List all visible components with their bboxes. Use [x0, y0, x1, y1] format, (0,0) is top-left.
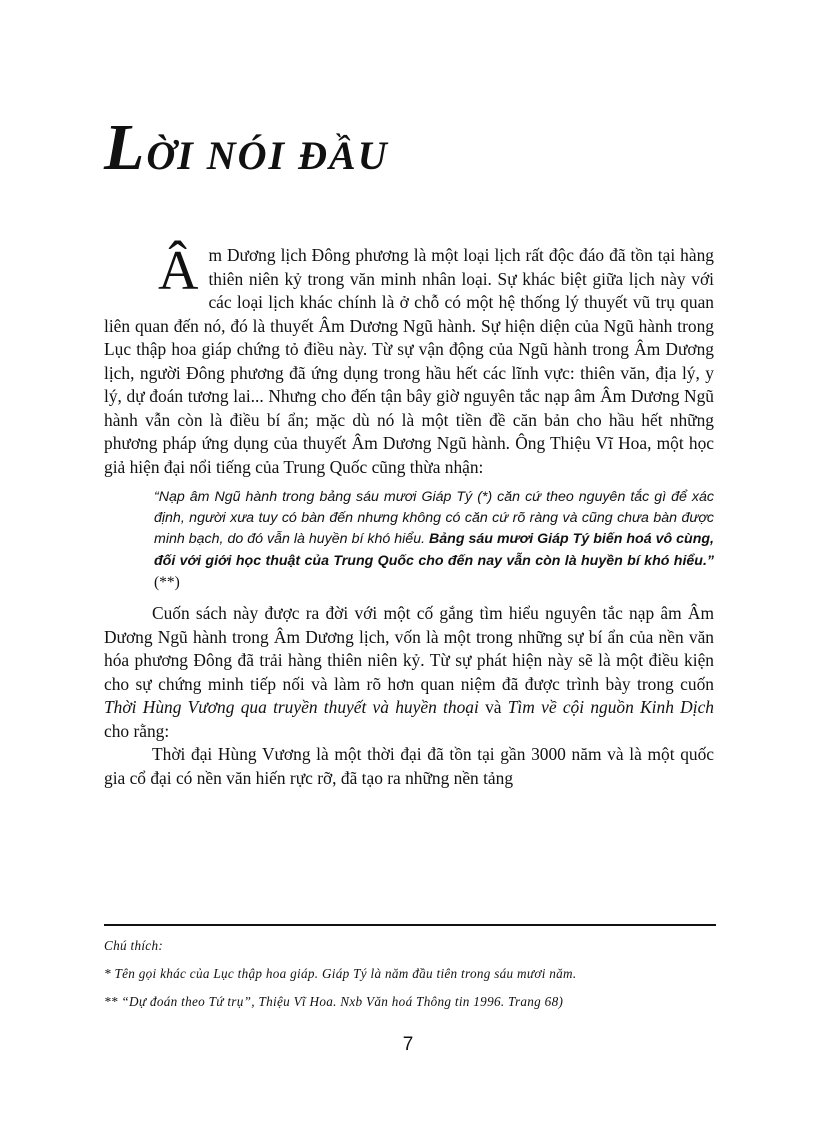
paragraph-2-end: cho rằng: [104, 720, 170, 741]
page-number: 7 [402, 1034, 414, 1055]
page-title [104, 111, 389, 186]
drop-cap: Â [158, 240, 199, 302]
footnote-heading: Chú thích: [104, 938, 164, 953]
paragraph-1-text: m Dương lịch Đông phương là một loại lịch rất độc đáo đã tồn tại hàng thiên niên kỷ trong văn minh nhân loại. Sự khác biệt giữa lịch này với các loại lịch khác chính là ở chỗ có một hệ thống lý thuyết vũ trụ quan liên quan đến nó, đó là thuyết Âm Dương Ngũ hành. Sự hiện diện của Ngũ hành trong Lục thập hoa giáp chứng tỏ điều này. Từ sự vận động của Ngũ hành trong Âm Dương lịch, người Đông phương đã ứng dụng trong hầu hết các lĩnh vực: thiên văn, địa lý, y lý, dự đoán tương lai... Nhưng cho đến tận bây giờ nguyên tắc nạp âm Âm Dương Ngũ hành vẫn còn là điều bí ẩn; mặc dù nó là một tiền đề căn bản cho hầu hết những phương pháp ứng dụng của thuyết Âm Dương Ngũ hành. Ông Thiệu Vĩ Hoa, một học giả hiện đại nổi tiếng của Trung Quốc cũng thừa nhận: [104, 245, 714, 477]
paragraph-2-text: Cuốn sách này được ra đời với một cố gắng tìm hiểu nguyên tắc nạp âm Âm Dương Ngũ hành trong Âm Dương lịch, vốn là một trong những sự bí ẩn của nền văn hóa phương Đông đã trải hàng thiên niên kỷ. Từ sự phát hiện này sẽ là một điều kiện cho sự chứng minh tiếp nối và làm rõ hơn quan niệm đã được trình bày trong cuốn [104, 603, 714, 694]
paragraph-2 [104, 602, 714, 743]
book-title-2: Tìm về cội nguồn Kinh Dịch [507, 697, 714, 717]
quote-text: “Nạp âm Ngũ hành trong bảng sáu mươi Giáp Tý (*) căn cứ theo nguyên tắc gì để xác định, người xưa tuy có bàn đến nhưng không có căn cứ rõ ràng và cũng chưa bàn được minh bạch, do đó vẫn là huyền bí khó hiểu. [154, 489, 714, 547]
title-first-letter: L [104, 111, 147, 184]
title-rest: ỜI NÓI ĐẦU [146, 133, 389, 178]
paragraph-2-and: và [478, 697, 508, 717]
quote-reference: (**) [154, 574, 180, 591]
footnotes [104, 932, 724, 1016]
paragraph-3-text: Thời đại Hùng Vương là một thời đại đã tồn tại gần 3000 năm và là một quốc gia cổ đại có nền văn hiến rực rỡ, đã tạo ra những nền tảng [104, 744, 714, 788]
block-quote [104, 487, 714, 594]
footnote-divider [104, 924, 716, 926]
body-text [104, 240, 714, 790]
paragraph-1 [104, 240, 714, 479]
footnote-1: * Tên gọi khác của Lục thập hoa giáp. Giáp Tý là năm đầu tiên trong sáu mươi năm. [104, 966, 577, 981]
paragraph-3 [104, 743, 714, 790]
quote-bold-text: Bảng sáu mươi Giáp Tý biến hoá vô cùng, đối với giới học thuật của Trung Quốc cho đến nay vẫn còn là huyền bí khó hiểu.” [154, 531, 714, 569]
footnote-2: ** “Dự đoán theo Tứ trụ”, Thiệu Vĩ Hoa. Nxb Văn hoá Thông tin 1996. Trang 68) [104, 994, 564, 1009]
book-title-1: Thời Hùng Vương qua truyền thuyết và huyền thoại [104, 697, 479, 717]
